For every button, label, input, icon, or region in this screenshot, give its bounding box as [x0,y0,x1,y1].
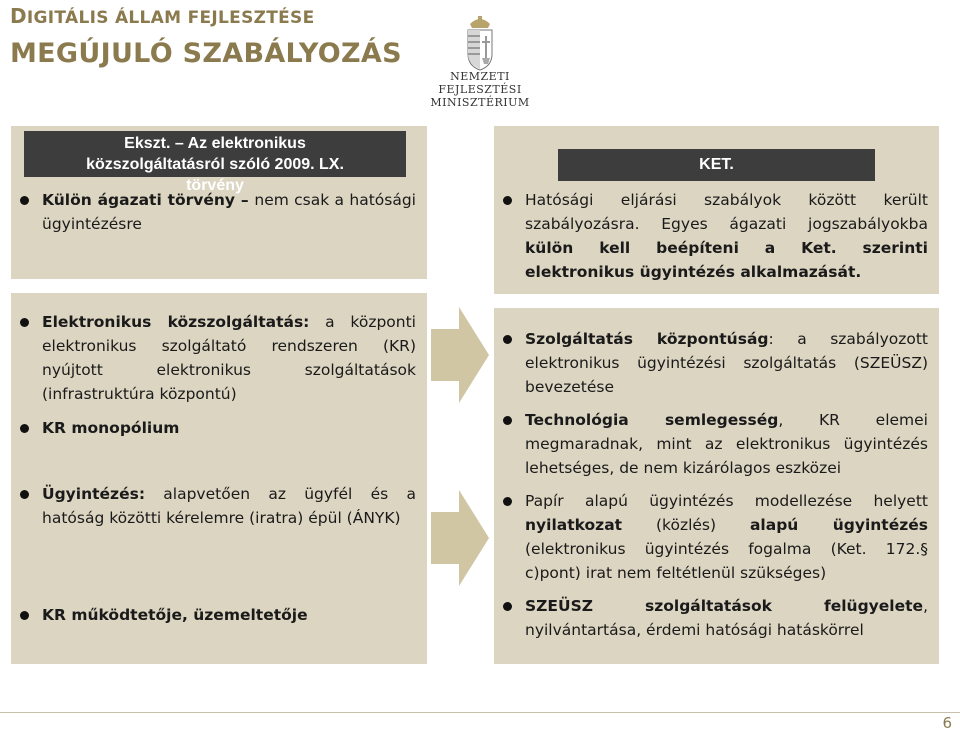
ministry-name: NEMZETI FEJLESZTÉSI MINISZTÉRIUM [430,70,530,109]
bullet-icon [503,416,512,425]
arrow-right-icon [431,307,489,403]
bullet-icon [20,490,29,499]
slide-supertitle: DIGITÁLIS ÁLLAM FEJLESZTÉSE [10,4,315,28]
right-item-3: Technológia semlegesség, KR elemei megmaradnak, mint az elektronikus ügyintézés lehetséges, de nem kizárólagos eszközei [494,408,928,480]
left-item-2: Elektronikus közszolgáltatás: a központi elektronikus szolgáltató rendszeren (KR) nyújtott elektronikus szolgáltatások (infrastruktúra központú) [11,310,416,406]
bullet-icon [503,196,512,205]
left-item-1: Külön ágazati törvény – nem csak a hatósági ügyintézésre [11,188,416,236]
right-item-4: Papír alapú ügyintézés modellezése helyett nyilatkozat (közlés) alapú ügyintézés (elektronikus ügyintézés fogalma (Ket. 172.§ c)pont) irat nem feltétlenül szükséges) [494,489,928,585]
right-item-5: SZEÜSZ szolgáltatások felügyelete, nyilvántartása, érdemi hatósági hatáskörrel [494,594,928,642]
right-item-1: Hatósági eljárási szabályok között került szabályozásra. Egyes ágazati jogszabályokba külön kell beépíteni a Ket. szerinti elektronikus ügyintézés alkalmazását. [494,188,928,284]
right-item-2: Szolgáltatás központúság: a szabályozott elektronikus ügyintézési szolgáltatás (SZEÜSZ) bevezetése [494,327,928,399]
bullet-icon [503,335,512,344]
page-number: 6 [942,714,952,732]
right-panel-header: KET. [558,149,875,181]
left-item-5: KR működtetője, üzemeltetője [11,603,416,627]
left-item-4: Ügyintézés: alapvetően az ügyfél és a hatóság közötti kérelemre (iratra) épül (ÁNYK) [11,482,416,530]
bullet-icon [503,602,512,611]
bullet-icon [503,497,512,506]
slide-title: MEGÚJULÓ SZABÁLYOZÁS [10,38,402,69]
left-item-3: KR monopólium [11,416,416,440]
bullet-icon [20,318,29,327]
bullet-icon [20,424,29,433]
footer-divider [0,712,960,713]
left-panel-header: Ekszt. – Az elektronikus közszolgáltatásról szóló 2009. LX. törvény [24,131,406,177]
bullet-icon [20,196,29,205]
arrow-right-icon [431,490,489,586]
bullet-icon [20,611,29,620]
